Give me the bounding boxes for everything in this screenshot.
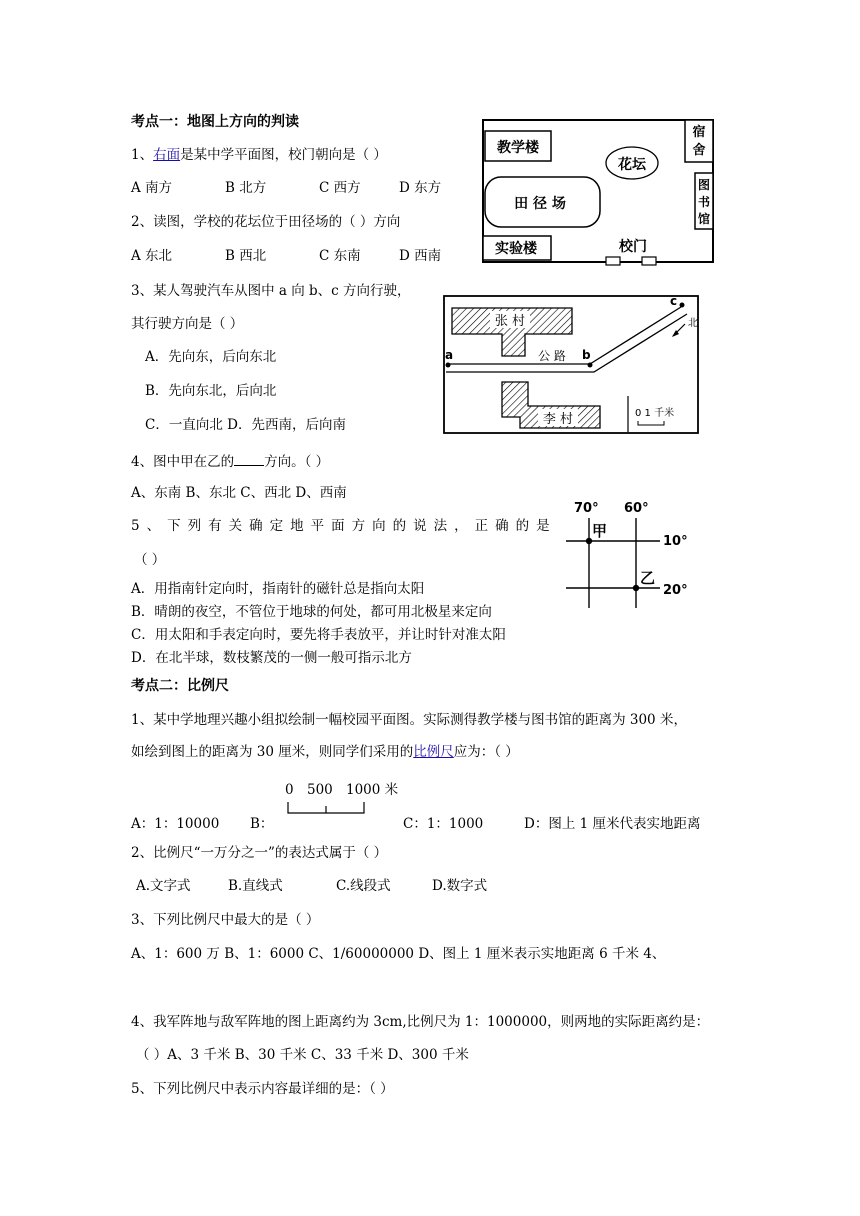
right-figure-link[interactable]: 右面 <box>153 147 181 163</box>
q2-3-stem: 3、下列比例尺中最大的是（ ） <box>131 912 320 928</box>
q1-4-post: 方向。（ ） <box>264 454 330 470</box>
dorm-label-2: 舍 <box>692 143 706 158</box>
q1-1-option-d: D 东方 <box>399 180 442 196</box>
garden-label: 花坛 <box>618 157 646 173</box>
gate-label: 校门 <box>619 239 647 255</box>
q1-4-pre: 4、图中甲在乙的 <box>131 454 235 470</box>
q2-1-post: 应为：（ ） <box>453 744 519 760</box>
library-label-2: 书 <box>697 195 711 209</box>
q1-2-option-b: B 西北 <box>225 248 267 264</box>
lat-20-label: 20° <box>663 583 688 598</box>
q2-2-option-b: B.直线式 <box>228 878 283 894</box>
q2-1-option-a: A：1：10000 <box>131 816 220 832</box>
library-label-1: 图 <box>697 178 711 192</box>
q2-1-option-b: B： <box>250 816 274 832</box>
point-jia-label: 甲 <box>592 522 608 540</box>
q2-2-option-a: A.文字式 <box>136 878 191 894</box>
q1-2-stem: 2、读图，学校的花坛位于田径场的（ ）方向 <box>131 214 401 230</box>
school-plan-map <box>478 117 718 269</box>
lat-lon-grid <box>560 496 700 616</box>
teaching-building-label: 教学楼 <box>497 140 539 156</box>
north-label: 北 <box>688 318 698 329</box>
q2-3-options: A、1：600 万 B、1：6000 C、1/60000000 D、图上 1 厘米表示实地距离 6 千米 4、 <box>131 946 666 962</box>
q1-1-text: 是某中学平面图，校门朝向是（ ） <box>180 147 387 163</box>
q2-1-stem-line1: 1、某中学地理兴趣小组拟绘制一幅校园平面图。实际测得教学楼与图书馆的距离为 300 米， <box>131 712 687 728</box>
lon-60-label: 60° <box>624 501 649 516</box>
scale-label-0: 0 <box>285 782 294 798</box>
q2-1-option-c: C：1：1000 <box>403 816 484 832</box>
li-village-label: 李 村 <box>542 412 574 427</box>
library-label-3: 馆 <box>697 212 711 226</box>
scale-label-500: 500 <box>307 782 333 798</box>
point-c-dot <box>680 303 685 308</box>
q2-5-stem: 5、下列比例尺中表示内容最详细的是：（ ） <box>131 1081 394 1097</box>
point-a-label: a <box>445 348 454 362</box>
q1-4-options: A、东南 B、东北 C、西北 D、西南 <box>131 485 347 501</box>
q1-5-option-a: A．用指南针定向时，指南针的磁针总是指向太阳 <box>131 581 425 597</box>
track-field-label: 田 径 场 <box>514 196 566 212</box>
dorm-label-1: 宿 <box>692 125 706 140</box>
q1-5-option-c: C．用太阳和手表定向时，要先将手表放平，并让时针对准太阳 <box>131 627 506 643</box>
point-b-dot <box>588 363 593 368</box>
q1-3-option-cd: C．一直向北 D．先西南，后向南 <box>145 417 346 433</box>
q2-2-option-d: D.数字式 <box>432 878 488 894</box>
q1-5-stem-line1: 5、下列有关确定地平面方向的说法，正确的是 <box>131 518 557 534</box>
gate-post-left <box>606 257 620 265</box>
q1-2-option-d: D 西南 <box>399 248 442 264</box>
zhang-village-label: 张 村 <box>494 314 526 329</box>
q2-2-option-c: C.线段式 <box>336 878 391 894</box>
q1-2-option-c: C 东南 <box>319 248 361 264</box>
scale-link[interactable]: 比例尺 <box>413 744 454 760</box>
q1-5-option-d: D．在北半球，数枝繁茂的一侧一般可指示北方 <box>131 650 412 666</box>
q2-4-stem-line1: 4、我军阵地与敌军阵地的图上距离约为 3cm,比例尺为 1：1000000，则两地的实际距离约是： <box>131 1014 710 1030</box>
line-scale-bar <box>280 800 380 820</box>
gate-post-right <box>642 257 656 265</box>
lon-70-label: 70° <box>574 501 599 516</box>
point-a-dot <box>446 363 451 368</box>
q1-1-number: 1、 <box>131 147 154 163</box>
q1-3-stem-line2: 其行驶方向是（ ） <box>131 316 244 332</box>
q1-5-option-b: B．晴朗的夜空，不管位于地球的何处，都可用北极星来定向 <box>131 604 492 620</box>
q2-1-stem-line2 <box>131 746 519 760</box>
q1-1-stem <box>131 149 387 163</box>
q1-1-option-c: C 西方 <box>319 180 361 196</box>
q1-1-option-a: A 南方 <box>131 180 173 196</box>
section-title-direction: 考点一：地图上方向的判读 <box>131 114 299 130</box>
q2-1-pre: 如绘到图上的距离为 30 厘米，则同学们采用的 <box>131 744 414 760</box>
q1-3-stem-line1: 3、某人驾驶汽车从图中 a 向 b、c 方向行驶， <box>131 283 411 299</box>
section-title-scale: 考点二：比例尺 <box>131 678 229 694</box>
q1-3-option-b: B．先向东北，后向北 <box>145 383 277 399</box>
q1-1-option-b: B 北方 <box>225 180 267 196</box>
q2-1-option-d: D：图上 1 厘米代表实地距离 <box>524 816 701 832</box>
lat-10-label: 10° <box>663 534 688 549</box>
point-yi-dot <box>633 585 639 591</box>
q1-3-option-a: A．先向东，后向东北 <box>145 349 277 365</box>
lab-building-label: 实验楼 <box>495 241 537 257</box>
point-b-label: b <box>582 348 591 362</box>
q1-4-blank <box>234 453 264 466</box>
road-map-scale-label: 0 1 千米 <box>635 408 675 419</box>
q2-4-stem-line2: （ ）A、3 千米 B、30 千米 C、33 千米 D、300 千米 <box>136 1047 469 1063</box>
q2-2-stem: 2、比例尺“一万分之一”的表达式属于（ ） <box>131 845 388 861</box>
point-yi-label: 乙 <box>640 569 656 587</box>
point-c-label: c <box>670 294 678 308</box>
village-road-map <box>440 292 702 436</box>
scale-label-1000: 1000 米 <box>346 782 399 798</box>
q1-5-stem-line2: （ ） <box>134 552 166 568</box>
road-label: 公 路 <box>538 349 566 363</box>
q1-4-stem <box>131 453 329 470</box>
q1-2-option-a: A 东北 <box>131 248 173 264</box>
